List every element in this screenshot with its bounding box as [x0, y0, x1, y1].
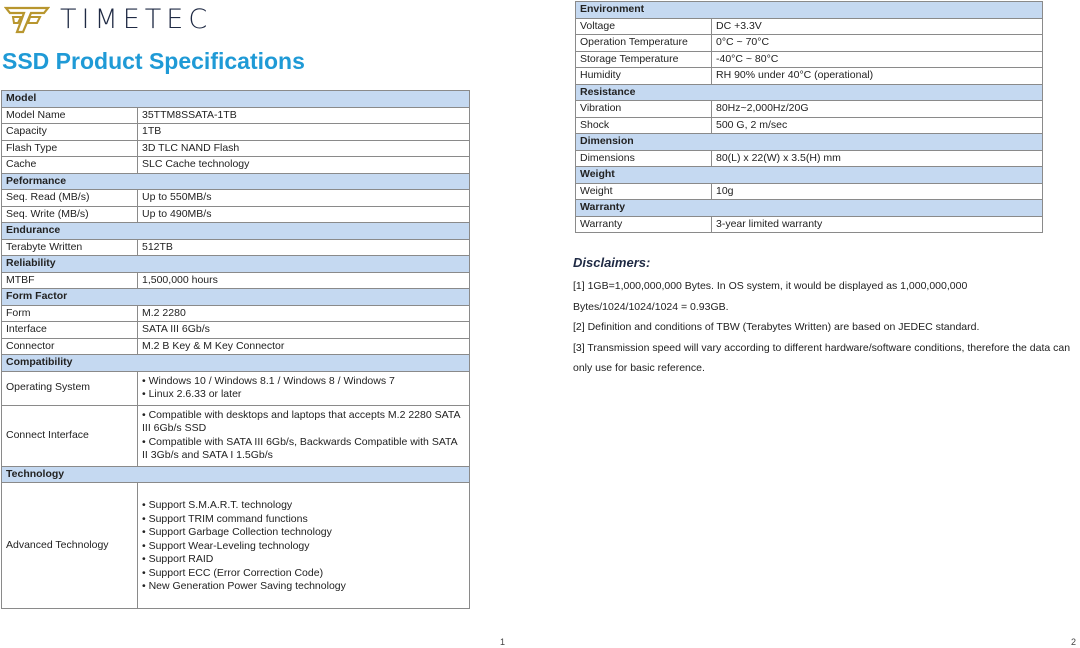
spec-value: 80Hz~2,000Hz/20G [712, 101, 1043, 118]
spec-row [576, 18, 1043, 35]
disclaimer-item: [2] Definition and conditions of TBW (Terabytes Written) are based on JEDEC standard. [573, 321, 980, 333]
section-header-row [2, 91, 470, 108]
spec-bullet: • Windows 10 / Windows 8.1 / Windows 8 / Windows 7 [142, 374, 395, 387]
spec-value: SATA III 6Gb/s [138, 322, 470, 339]
section-title: Endurance [2, 223, 470, 240]
spec-label: Warranty [576, 216, 712, 233]
page-title: SSD Product Specifications [2, 48, 305, 74]
spec-value [138, 405, 470, 466]
disclaimer-item: [1] 1GB=1,000,000,000 Bytes. In OS system, it would be displayed as 1,000,000,000 Bytes/1024/1024/1024 = 0.93GB. [573, 280, 968, 313]
spec-row [2, 206, 470, 223]
spec-label: Advanced Technology [2, 483, 138, 609]
section-header-row [576, 84, 1043, 101]
spec-value: DC +3.3V [712, 18, 1043, 35]
section-title: Form Factor [2, 289, 470, 306]
spec-row [2, 305, 470, 322]
spec-value: -40°C ~ 80°C [712, 51, 1043, 68]
spec-value: 3-year limited warranty [712, 216, 1043, 233]
spec-value: 512TB [138, 239, 470, 256]
spec-value: 0°C ~ 70°C [712, 35, 1043, 52]
spec-bullet: • Support Garbage Collection technology [142, 526, 332, 538]
spec-row [2, 140, 470, 157]
section-header-row [2, 256, 470, 273]
spec-row [576, 216, 1043, 233]
spec-row [2, 371, 470, 405]
spec-label: MTBF [2, 272, 138, 289]
spec-bullet: • New Generation Power Saving technology [142, 580, 346, 592]
spec-label: Shock [576, 117, 712, 134]
section-header-row [2, 223, 470, 240]
spec-bullet: • Compatible with desktops and laptops that accepts M.2 2280 SATA III 6Gb/s SSD [142, 408, 460, 434]
spec-label: Connect Interface [2, 405, 138, 466]
spec-label: Operation Temperature [576, 35, 712, 52]
spec-value: 500 G, 2 m/sec [712, 117, 1043, 134]
spec-label: Model Name [2, 107, 138, 124]
brand-name: TIMETEC [60, 3, 213, 35]
spec-row [576, 35, 1043, 52]
spec-label: Flash Type [2, 140, 138, 157]
spec-value: 80(L) x 22(W) x 3.5(H) mm [712, 150, 1043, 167]
section-title: Compatibility [2, 355, 470, 372]
spec-value: 3D TLC NAND Flash [138, 140, 470, 157]
spec-bullet: • Support S.M.A.R.T. technology [142, 499, 293, 511]
section-title: Dimension [576, 134, 1043, 151]
section-header-row [576, 2, 1043, 19]
spec-label: Cache [2, 157, 138, 174]
spec-bullet: • Support ECC (Error Correction Code) [142, 566, 324, 579]
spec-value [138, 483, 470, 609]
spec-value: RH 90% under 40°C (operational) [712, 68, 1043, 85]
section-header-row [576, 134, 1043, 151]
spec-label: Seq. Read (MB/s) [2, 190, 138, 207]
spec-row [2, 157, 470, 174]
spec-bullet: • Support RAID [142, 553, 214, 565]
spec-row [2, 272, 470, 289]
spec-value: SLC Cache technology [138, 157, 470, 174]
spec-label: Weight [576, 183, 712, 200]
spec-row [576, 68, 1043, 85]
section-title: Environment [576, 2, 1043, 19]
disclaimers-heading: Disclaimers: [573, 255, 651, 270]
spec-label: Humidity [576, 68, 712, 85]
page-number-1: 1 [500, 637, 506, 647]
spec-bullet: • Support TRIM command functions [142, 512, 308, 525]
section-title: Technology [2, 466, 470, 483]
section-header-row [576, 167, 1043, 184]
spec-bullet: • Compatible with SATA III 6Gb/s, Backwards Compatible with SATA II 3Gb/s and SATA I 1.5Gb/s [142, 435, 458, 461]
section-title: Model [2, 91, 470, 108]
disclaimer-item: [3] Transmission speed will vary according to different hardware/software conditions, therefore the data can only use for basic reference. [573, 341, 1071, 374]
section-header-row [2, 355, 470, 372]
spec-bullet: • Linux 2.6.33 or later [142, 388, 242, 400]
section-title: Peformance [2, 173, 470, 190]
spec-label: Storage Temperature [576, 51, 712, 68]
spec-table-right [575, 1, 1043, 233]
spec-row [2, 190, 470, 207]
section-title: Resistance [576, 84, 1043, 101]
section-header-row [2, 173, 470, 190]
section-header-row [2, 466, 470, 483]
brand-logo [4, 3, 212, 35]
spec-row [576, 51, 1043, 68]
spec-row [576, 183, 1043, 200]
spec-label: Terabyte Written [2, 239, 138, 256]
spec-value: Up to 550MB/s [138, 190, 470, 207]
spec-value: M.2 2280 [138, 305, 470, 322]
spec-row [2, 338, 470, 355]
page-number-2: 2 [1071, 637, 1077, 647]
section-header-row [576, 200, 1043, 217]
spec-label: Dimensions [576, 150, 712, 167]
section-title: Reliability [2, 256, 470, 273]
spec-row [2, 124, 470, 141]
spec-value: 35TTM8SSATA-1TB [138, 107, 470, 124]
spec-label: Interface [2, 322, 138, 339]
spec-row [576, 117, 1043, 134]
spec-value [138, 371, 470, 405]
disclaimers-section [573, 255, 1073, 379]
spec-label: Vibration [576, 101, 712, 118]
spec-row [2, 405, 470, 466]
spec-bullet: • Support Wear-Leveling technology [142, 539, 310, 552]
spec-label: Connector [2, 338, 138, 355]
spec-value: Up to 490MB/s [138, 206, 470, 223]
spec-row [2, 483, 470, 609]
spec-value: 1TB [138, 124, 470, 141]
spec-row [2, 107, 470, 124]
spec-label: Operating System [2, 371, 138, 405]
spec-label: Voltage [576, 18, 712, 35]
spec-row [576, 101, 1043, 118]
spec-label: Seq. Write (MB/s) [2, 206, 138, 223]
spec-value: M.2 B Key & M Key Connector [138, 338, 470, 355]
spec-table-left [1, 90, 470, 609]
spec-row [2, 239, 470, 256]
spec-row [2, 322, 470, 339]
section-header-row [2, 289, 470, 306]
section-title: Warranty [576, 200, 1043, 217]
spec-row [576, 150, 1043, 167]
spec-label: Form [2, 305, 138, 322]
spec-value: 1,500,000 hours [138, 272, 470, 289]
spec-value: 10g [712, 183, 1043, 200]
spec-label: Capacity [2, 124, 138, 141]
section-title: Weight [576, 167, 1043, 184]
timetec-logo-icon [4, 4, 50, 34]
